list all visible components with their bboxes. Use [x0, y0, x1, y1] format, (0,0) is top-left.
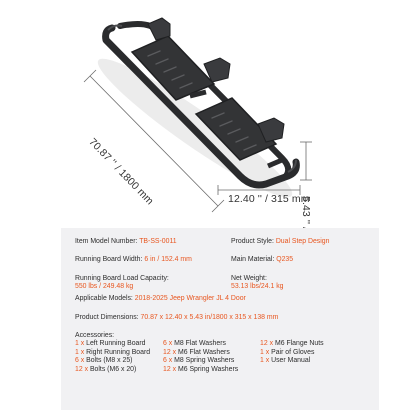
accessories-column-1 — [75, 340, 150, 374]
item-model-row — [75, 238, 177, 247]
accessory-item: 12 x M6 Flat Washers — [163, 348, 230, 356]
board-width-value: 6 in / 152.4 mm — [144, 256, 192, 263]
specifications-panel — [61, 228, 379, 410]
applicable-models-row — [75, 295, 246, 304]
length-dimension-label: 70.87 '' / 1800 mm — [86, 136, 156, 208]
product-style-value: Dual Step Design — [275, 238, 330, 245]
product-style-label: Product Style: — [231, 238, 274, 245]
accessory-item: 1 x Pair of Gloves — [260, 348, 315, 356]
accessories-column-2 — [163, 340, 238, 374]
applicable-models-label: Applicable Models: — [75, 295, 133, 302]
accessory-item: 1 x Left Running Board — [75, 340, 146, 347]
product-dimensions-row — [75, 314, 278, 323]
accessory-item: 12 x Bolts (M6 x 20) — [75, 365, 137, 373]
applicable-models-value: 2018-2025 Jeep Wrangler JL 4 Door — [134, 295, 246, 302]
product-dimensions-label: Product Dimensions: — [75, 314, 139, 321]
board-width-row — [75, 256, 192, 265]
item-model-label: Item Model Number: — [75, 238, 138, 245]
width-dimension-label: 12.40 '' / 315 mm — [228, 193, 310, 205]
load-capacity-value: 550 lbs / 249.48 kg — [75, 283, 134, 290]
net-weight-label: Net Weight: — [231, 275, 267, 282]
product-style-row — [231, 238, 329, 247]
accessory-item: 1 x User Manual — [260, 357, 311, 365]
accessory-item: 1 x Right Running Board — [75, 348, 151, 356]
board-width-label: Running Board Width: — [75, 256, 143, 263]
main-material-label: Main Material: — [231, 256, 275, 263]
item-model-value: TB-SS-0011 — [139, 238, 177, 245]
accessory-item: 12 x M6 Spring Washers — [163, 365, 239, 373]
accessories-title: Accessories: — [75, 332, 115, 339]
main-material-value: Q235 — [276, 256, 294, 263]
product-dimensions-value: 70.87 x 12.40 x 5.43 in/1800 x 315 x 138 mm — [140, 314, 279, 321]
accessory-item: 6 x M8 Spring Washers — [163, 357, 235, 365]
load-capacity-label: Running Board Load Capacity: — [75, 275, 169, 282]
main-material-row — [231, 256, 293, 265]
accessories-column-3 — [260, 340, 324, 366]
accessory-item: 12 x M6 Flange Nuts — [260, 340, 324, 347]
accessory-item: 6 x M8 Flat Washers — [163, 340, 226, 347]
accessory-item: 6 x Bolts (M8 x 25) — [75, 357, 133, 365]
net-weight-value: 53.13 lbs/24.1 kg — [231, 283, 284, 290]
